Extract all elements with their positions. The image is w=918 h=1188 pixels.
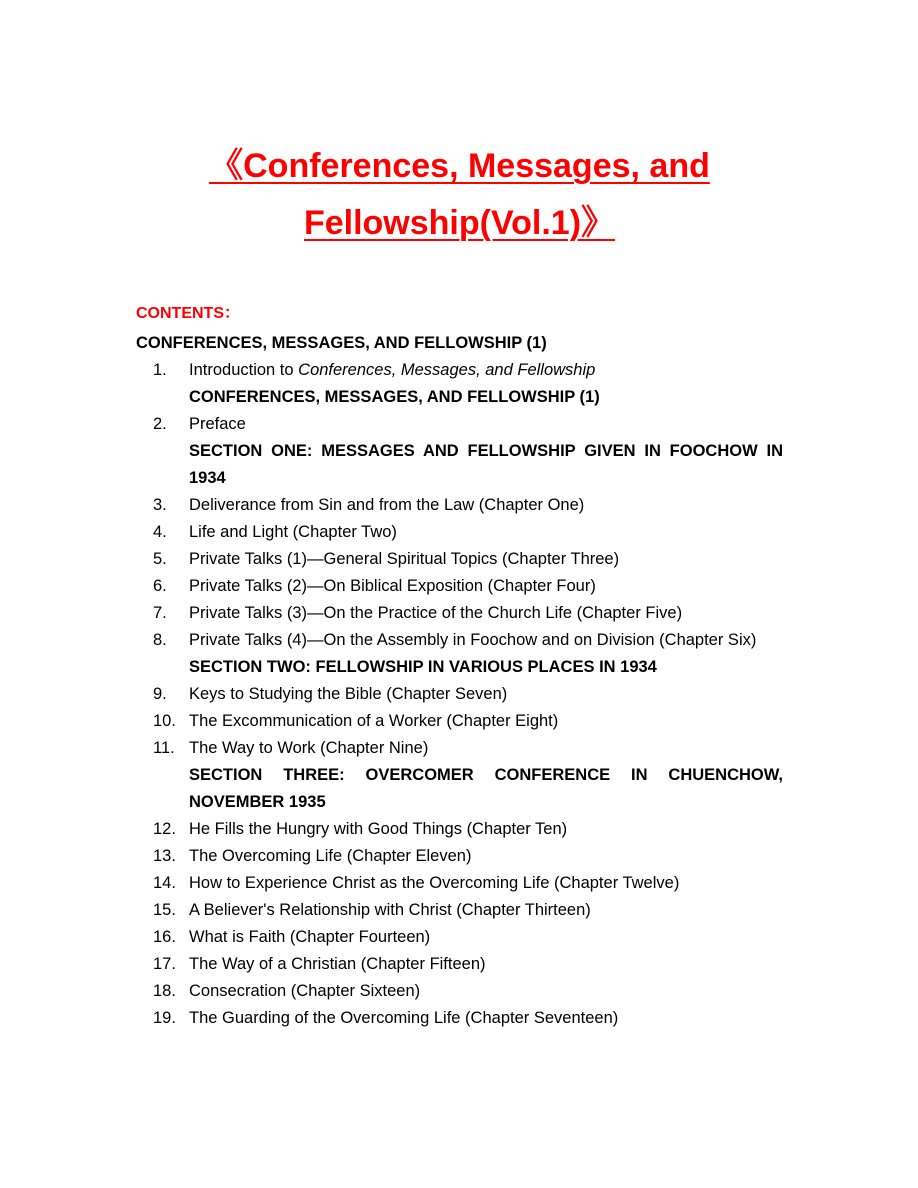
toc-entry-number: 11. [153, 739, 175, 757]
toc-entry-number: 6. [153, 577, 167, 595]
toc-entry-title: The Way to Work (Chapter Nine) [189, 739, 429, 757]
section-heading: CONFERENCES, MESSAGES, AND FELLOWSHIP (1) [189, 388, 600, 406]
contents-label: CONTENTS： [136, 305, 241, 322]
toc-entry [136, 573, 783, 600]
toc-entry-number: 8. [153, 631, 167, 649]
toc-entry-title: He Fills the Hungry with Good Things (Chapter Ten) [189, 820, 568, 838]
toc-entry-number: 14. [153, 874, 176, 892]
toc-entry-number: 9. [153, 685, 167, 703]
section-heading: SECTION TWO: FELLOWSHIP IN VARIOUS PLACES IN 1934 [189, 658, 657, 676]
toc-entry [136, 357, 783, 384]
toc-entry-title: The Guarding of the Overcoming Life (Chapter Seventeen) [189, 1009, 619, 1027]
toc-entry [136, 519, 783, 546]
toc-entry [136, 492, 783, 519]
toc-entry [136, 897, 783, 924]
toc-entry-number: 19. [153, 1009, 176, 1027]
section-heading: SECTION ONE: MESSAGES AND FELLOWSHIP GIVEN IN FOOCHOW IN 1934 [189, 442, 783, 487]
toc-entry-number: 15. [153, 901, 176, 919]
section-heading: SECTION THREE: OVERCOMER CONFERENCE IN CHUENCHOW, NOVEMBER 1935 [189, 766, 783, 811]
toc-entry [136, 978, 783, 1005]
toc-entry-title: How to Experience Christ as the Overcoming Life (Chapter Twelve) [189, 874, 680, 892]
toc-entry [136, 843, 783, 870]
toc-entry-number: 12. [153, 820, 176, 838]
document-title [136, 138, 783, 252]
toc-entry-number: 7. [153, 604, 167, 622]
toc-list [136, 357, 783, 1032]
document-title-line-1: 《Conferences, Messages, and [209, 147, 710, 185]
toc-entry-number: 5. [153, 550, 167, 568]
toc-entry [136, 600, 783, 627]
part-heading: CONFERENCES, MESSAGES, AND FELLOWSHIP (1) [136, 334, 547, 352]
toc-entry-title: Private Talks (4)—On the Assembly in Foochow and on Division (Chapter Six) [189, 631, 757, 649]
toc-entry [136, 546, 783, 573]
document-title-line-2: Fellowship(Vol.1)》 [303, 204, 616, 242]
toc-entry-number: 10. [153, 712, 176, 730]
toc-entry-title: The Overcoming Life (Chapter Eleven) [189, 847, 472, 865]
toc-entry [136, 1005, 783, 1032]
toc-entry-title: Deliverance from Sin and from the Law (Chapter One) [189, 496, 585, 514]
toc-entry-number: 4. [153, 523, 167, 541]
toc-entry-title: Private Talks (2)—On Biblical Exposition (Chapter Four) [189, 577, 596, 595]
toc-entry [136, 681, 783, 708]
toc-entry-title: Introduction to Conferences, Messages, and Fellowship [189, 361, 596, 379]
toc-entry [136, 816, 783, 843]
toc-entry-number: 17. [153, 955, 176, 973]
toc-entry [136, 870, 783, 897]
toc-entry-title: Consecration (Chapter Sixteen) [189, 982, 421, 1000]
toc-entry-number: 3. [153, 496, 167, 514]
toc-entry-italic-title: Conferences, Messages, and Fellowship [298, 361, 596, 379]
toc-entry-title: A Believer's Relationship with Christ (Chapter Thirteen) [189, 901, 591, 919]
toc-entry-title: Private Talks (1)—General Spiritual Topics (Chapter Three) [189, 550, 620, 568]
toc-entry-number: 13. [153, 847, 176, 865]
toc-entry [136, 735, 783, 762]
toc-entry [136, 924, 783, 951]
toc-entry [136, 951, 783, 978]
toc-entry [136, 708, 783, 735]
toc-entry-number: 18. [153, 982, 176, 1000]
toc-entry-title: The Excommunication of a Worker (Chapter Eight) [189, 712, 559, 730]
toc-entry-number: 2. [153, 415, 167, 433]
toc-entry-number: 1. [153, 361, 167, 379]
toc-entry-number: 16. [153, 928, 176, 946]
toc-entry-title: Preface [189, 415, 246, 433]
toc-entry-title: Keys to Studying the Bible (Chapter Seven) [189, 685, 508, 703]
table-of-contents [136, 330, 783, 1032]
toc-entry-title: Private Talks (3)—On the Practice of the Church Life (Chapter Five) [189, 604, 683, 622]
toc-entry-title: What is Faith (Chapter Fourteen) [189, 928, 431, 946]
toc-entry-title: The Way of a Christian (Chapter Fifteen) [189, 955, 486, 973]
toc-entry [136, 627, 783, 654]
toc-entry [136, 411, 783, 438]
toc-entry-title: Life and Light (Chapter Two) [189, 523, 397, 541]
